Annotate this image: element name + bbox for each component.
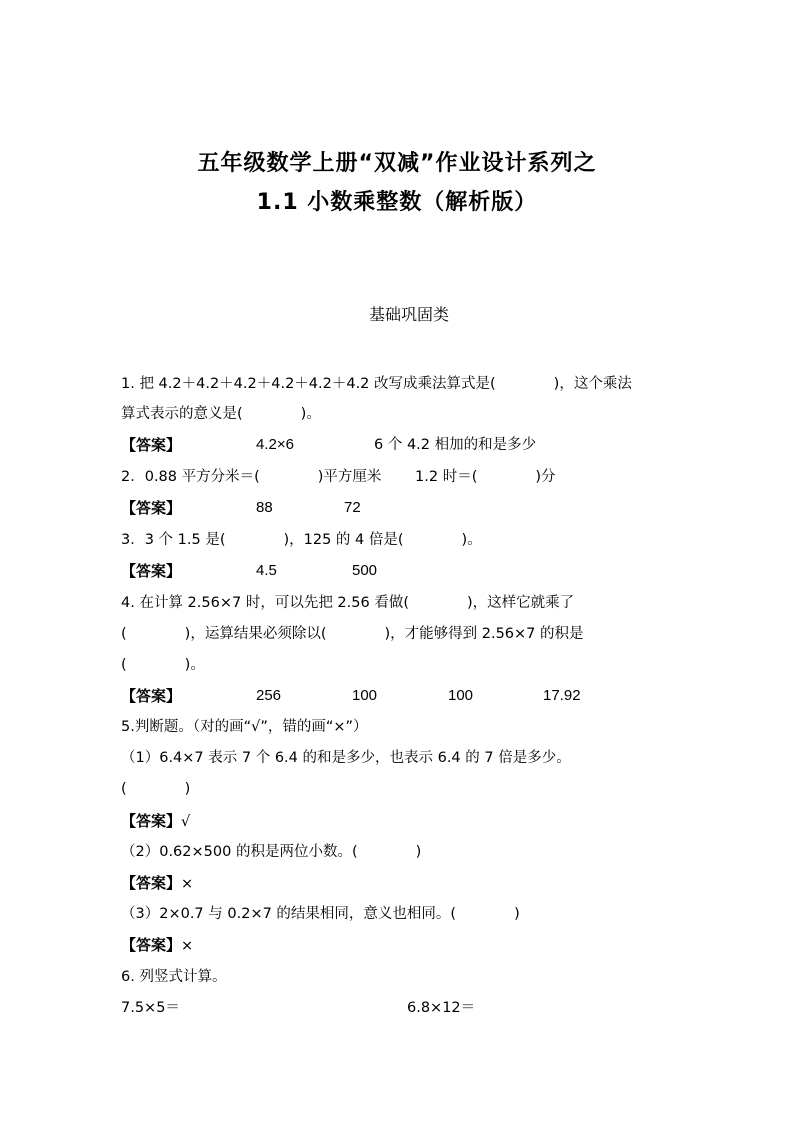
q4-answer-label: 【答案】 — [121, 687, 182, 705]
title-line-1: 五年级数学上册“双减”作业设计系列之 — [197, 151, 597, 176]
q1-line-2: 算式表示的意义是( )。 — [121, 406, 321, 422]
q5-sub2: （2）0.62×500 的积是两位小数。( ) — [121, 844, 422, 860]
q4-answer-1: 256 — [256, 687, 282, 704]
q4-line-1: 4. 在计算 2.56×7 时，可以先把 2.56 看做( )，这样它就乘了 — [121, 595, 575, 611]
q5-sub3: （3）2×0.7 与 0.2×7 的结果相同，意义也相同。( ) — [121, 906, 520, 922]
q5-sub2-answer-label: 【答案】 — [121, 874, 182, 892]
q3-answer-2: 500 — [352, 562, 378, 579]
q6-expr-2: 6.8×12＝ — [407, 1000, 476, 1016]
q2-answer-label: 【答案】 — [121, 499, 182, 517]
q5-line-1: 5.判断题。（对的画“√”，错的画“×”） — [121, 719, 368, 735]
q2-answer-1: 88 — [256, 499, 273, 516]
q5-sub1-answer: √ — [181, 814, 191, 830]
q1-answer-2: 6 个 4.2 相加的和是多少 — [374, 437, 537, 453]
q5-sub2-answer-row — [121, 873, 193, 894]
q3-answer-label: 【答案】 — [121, 562, 182, 580]
q5-sub3-answer-row — [121, 935, 193, 956]
q5-sub1: （1）6.4×7 表示 7 个 6.4 的和是多少，也表示 6.4 的 7 倍是多少。 — [121, 750, 571, 766]
section-heading: 基础巩固类 — [368, 305, 449, 324]
q5-sub3-answer-label: 【答案】 — [121, 936, 182, 954]
q4-line-3: ( )。 — [121, 657, 205, 673]
q3-line-1: 3．3 个 1.5 是( )，125 的 4 倍是( )。 — [121, 532, 482, 548]
q2-line-1: 2．0.88 平方分米＝( )平方厘米 1.2 时＝( )分 — [121, 469, 556, 485]
q4-answer-4: 17.92 — [543, 687, 581, 704]
q2-answer-2: 72 — [344, 499, 361, 516]
q5-sub1-answer-row — [121, 811, 190, 832]
title-line-2: 1.1 小数乘整数（解析版） — [256, 190, 538, 215]
q5-sub3-answer: × — [181, 938, 194, 954]
q6-expr-1: 7.5×5＝ — [121, 1000, 180, 1016]
q4-line-2: ( )，运算结果必须除以( )，才能够得到 2.56×7 的积是 — [121, 626, 584, 642]
q4-answer-3: 100 — [448, 687, 474, 704]
q4-answer-2: 100 — [352, 687, 378, 704]
q6-line-1: 6. 列竖式计算。 — [121, 969, 227, 985]
q5-sub2-answer: × — [181, 876, 194, 892]
q1-line-1: 1. 把 4.2＋4.2＋4.2＋4.2＋4.2＋4.2 改写成乘法算式是( )，这个乘法 — [121, 376, 632, 392]
q5-sub1-answer-label: 【答案】 — [121, 812, 182, 830]
q5-sub1-blank: ( ) — [121, 781, 191, 797]
q1-answer-1: 4.2×6 — [256, 436, 294, 453]
q1-answer-label: 【答案】 — [121, 436, 182, 454]
q3-answer-1: 4.5 — [256, 562, 277, 579]
